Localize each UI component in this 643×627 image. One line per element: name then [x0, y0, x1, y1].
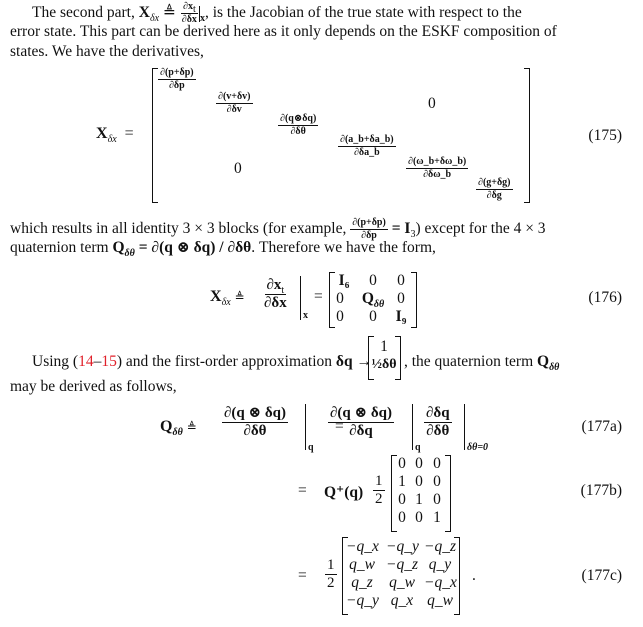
matrix-cell: 0	[398, 491, 406, 508]
matrix-cell: −q_y	[386, 538, 419, 555]
eval-bar	[412, 404, 413, 450]
matrix-cell: I₉	[395, 308, 407, 325]
example-fraction: $\frac{\partial(p+\delta p)}{\partial\delta p}$	[352, 217, 386, 241]
eval-subscript: x	[303, 310, 308, 321]
matrix-cell: 0	[369, 308, 377, 325]
matrix-cell: 0	[398, 455, 406, 472]
matrix-cell: 0	[433, 491, 441, 508]
diag-entry-g: $\frac{\partial(g+\delta g)}{\partial\delta g}$	[478, 177, 511, 201]
paragraph-2-line-2: quaternion term $Q_{\delta\theta} = \partial(q$ ⊗ δq) / ∂δθ. Therefore we have the form,	[10, 239, 436, 260]
paragraph-3-line-2: may be derived as follows,	[10, 378, 177, 395]
eval-subscript: q	[308, 442, 314, 453]
matrix-cell: 0	[369, 272, 377, 289]
equation-number: (176)	[588, 289, 622, 306]
eval-subscript: δθ=0	[467, 442, 489, 453]
equals: =	[314, 288, 323, 305]
paragraph-2-line-1: which results in all identity 3 × 3 blocks (for example, $\frac{\partial(p+\delta p)}{\partial\delta p}$ = $I_3$) except for the 4 × 3	[10, 217, 546, 241]
eval-subscript: x	[199, 13, 205, 25]
paragraph-3-line-1-end: , the quaternion term $Q_{\delta\theta}$	[404, 353, 560, 374]
matrix-cell: 1	[415, 491, 423, 508]
lower-zero: 0	[234, 160, 242, 177]
matrix-cell: q_w	[349, 556, 375, 573]
diag-entry-wb: $\frac{\partial(\omega\_b+\delta\omega\_b)}{\partial\delta\omega\_b}$	[408, 156, 467, 180]
matrix-cell: −q_y	[346, 592, 379, 609]
diag-entry-q: $\frac{\partial(q\otimes\delta q)}{\partial\delta\theta}$	[280, 113, 317, 137]
fraction-2-real: $\frac{\partial(q \otimes \delta q)}{\partial\delta q}$	[330, 405, 392, 439]
fraction-3: $\frac{\partial\delta q}{\partial\delta\theta}$	[426, 405, 450, 439]
right-bracket	[411, 272, 417, 328]
diag-entry-v: $\frac{\partial(v+\delta v)}{\partial\delta v}$	[218, 91, 251, 115]
fraction-1: $\frac{\partial(q \otimes \delta q)}{\partial\delta\theta}$	[224, 405, 286, 439]
half-fraction: $\frac{1}{2}$	[375, 473, 383, 507]
matrix-cell: 0	[336, 290, 344, 307]
equals: =	[298, 567, 307, 584]
symbol-X: X	[138, 4, 150, 22]
eq175-lhs: $X_{\delta x}$ =	[96, 125, 134, 146]
matrix-cell: I₆	[338, 272, 350, 289]
matrix-cell: 0	[398, 509, 406, 526]
eval-bar	[464, 404, 465, 450]
text: , is the Jacobian of the true state with respect to the	[204, 4, 522, 22]
eval-bar	[305, 404, 306, 450]
eq176-lhs: $X_{\delta x}$ ≜	[210, 288, 245, 309]
matrix-cell: −q_x	[346, 538, 379, 555]
matrix-cell: 0	[336, 308, 344, 325]
right-bracket	[445, 455, 451, 532]
matrix-cell: q_x	[390, 592, 414, 609]
period: .	[472, 567, 476, 584]
matrix-cell: 0	[397, 290, 405, 307]
matrix-cell: 1	[398, 473, 406, 490]
equation-number: (175)	[588, 127, 622, 144]
matrix-cell: 0	[415, 455, 423, 472]
matrix-cell: 0	[433, 473, 441, 490]
matrix-cell: q_z	[351, 574, 373, 591]
eval-subscript: q	[415, 442, 421, 453]
vector-top: 1	[380, 338, 388, 355]
subscript: δx	[149, 13, 160, 25]
matrix-cell: 0	[397, 272, 405, 289]
eval-bar	[300, 276, 301, 320]
q-plus-term: Q⁺(q)	[324, 484, 364, 501]
matrix-cell: 0	[415, 473, 423, 490]
paragraph-1-line-2: error state. This part can be derived here as it only depends on the ESKF composition of	[10, 23, 557, 40]
eq176-fraction: $\frac{\partial x_t}{\partial\delta x}$	[264, 277, 287, 311]
matrix-cell: $Q_{\delta\theta}$	[361, 290, 385, 311]
equation-number: (177a)	[581, 418, 622, 435]
equals: =	[335, 418, 344, 435]
diag-entry-ab: $\frac{\partial(a\_b+\delta a\_b)}{\partial\delta a\_b}$	[340, 134, 394, 158]
diag-entry-p: $\frac{\partial(p+\delta p)}{\partial\delta p}$	[160, 67, 194, 91]
equation-number: (177b)	[580, 482, 622, 499]
upper-zero: 0	[428, 95, 436, 112]
matrix-cell: q_y	[428, 556, 452, 573]
defeq-symbol: ≜	[162, 4, 176, 22]
vector-bottom: ½δθ	[371, 357, 397, 372]
matrix-cell: −q_z	[386, 556, 418, 573]
ref-link-14[interactable]: 14	[78, 353, 94, 370]
matrix-cell: q_w	[389, 574, 415, 591]
equals: =	[298, 482, 307, 499]
matrix-cell: −q_x	[424, 574, 457, 591]
equation-number: (177c)	[581, 567, 622, 584]
text: The second part,	[32, 4, 135, 22]
ref-link-15[interactable]: 15	[101, 353, 117, 370]
right-bracket	[524, 68, 530, 203]
half-fraction: $\frac{1}{2}$	[327, 557, 335, 591]
jacobian-fraction: $\frac{\partial x_t}{\partial\delta x}$	[181, 1, 197, 25]
matrix-cell: q_w	[427, 592, 453, 609]
matrix-cell: 0	[415, 509, 423, 526]
matrix-cell: −q_z	[424, 538, 456, 555]
matrix-cell: 0	[433, 455, 441, 472]
matrix-cell: 1	[433, 509, 441, 526]
eq177a-lhs: $Q_{\delta\theta}$ ≜	[160, 418, 197, 439]
paragraph-3-line-1: Using (14–15) and the first-order approximation δq →	[32, 353, 372, 370]
paragraph-1-line-3: states. We have the derivatives,	[10, 43, 204, 60]
